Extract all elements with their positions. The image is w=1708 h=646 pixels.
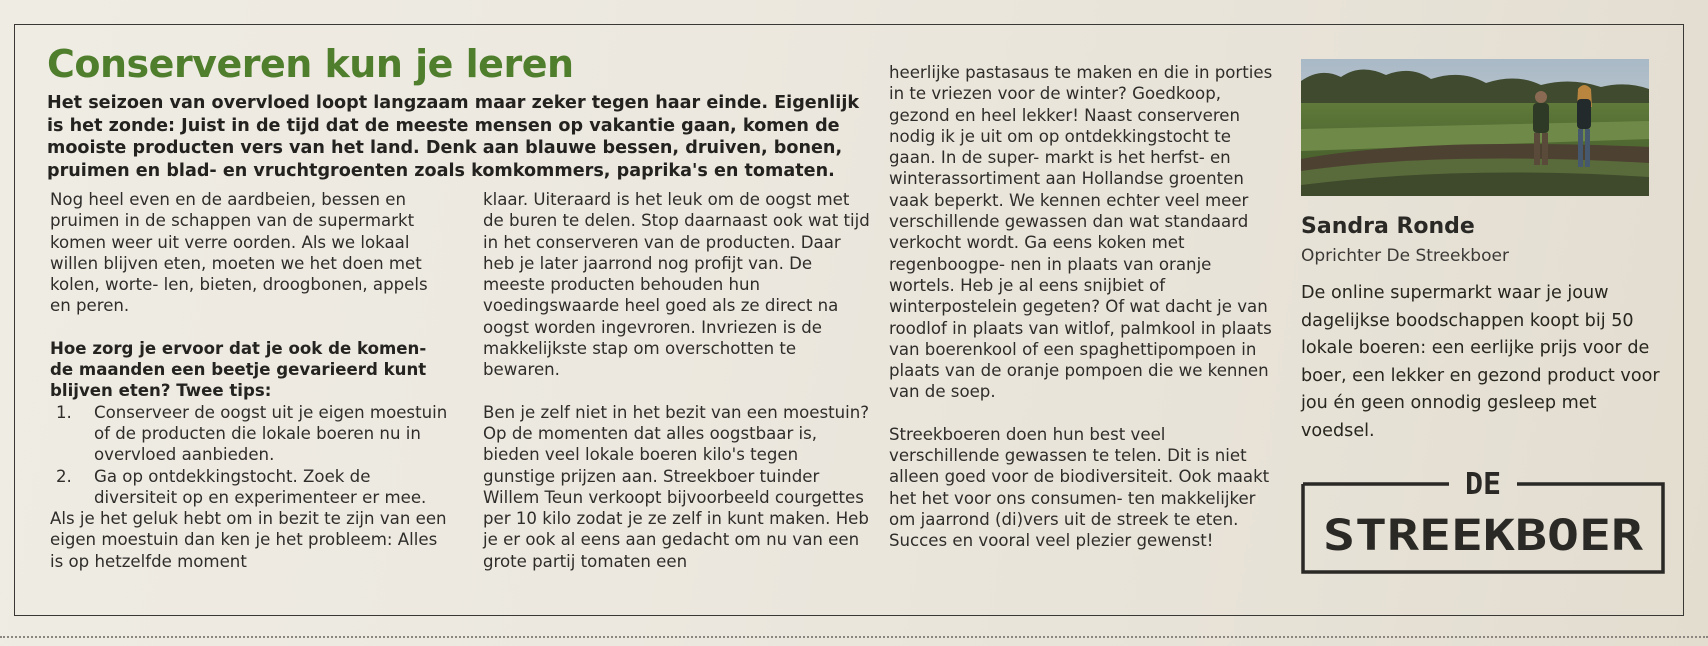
author-role: Oprichter De Streekboer: [1301, 246, 1509, 266]
column-1: [50, 189, 450, 572]
col3-paragraph-2: Streekboeren doen hun best veel verschillende gewassen te telen. Dit is niet alleen goed voor de biodiversiteit. Ook maakt het het voor ons consumen- ten makkelijker om jaarrond (di)vers uit de streek te eten. Succes en vooral veel plezier gewenst!: [889, 424, 1270, 551]
col1-paragraph-2: Als je het geluk hebt om in bezit te zijn van een eigen moestuin dan ken je het probleem: Alles is op hetzelfde moment: [50, 509, 447, 571]
article-title: Conserveren kun je leren: [47, 42, 574, 86]
column-2: [483, 189, 873, 572]
article-intro: Het seizoen van overvloed loopt langzaam maar zeker tegen haar einde. Eigenlijk is het zonde: Juist in de tijd dat de meeste mensen op vakantie gaan, komen de mooiste producten vers van het land. Denk aan blauwe bessen, druiven, bonen, pruimen en blad- en vruchtgroenten zoals komkommers, paprika's en tomaten.: [47, 93, 860, 181]
col2-paragraph-2: Ben je zelf niet in het bezit van een moestuin? Op de momenten dat alles oogstbaar is, bieden veel lokale boeren kilo's tegen gunstige prijzen aan. Streekboer tuinder Willem Teun verkoopt bijvoorbeeld courgettes per 10 kilo zodat je ze zelf in kunt maken. Heb je er ook al eens aan gedacht om nu van een grote partij tomaten een: [483, 402, 870, 571]
tip-item: [50, 466, 450, 509]
cut-line: [0, 636, 1708, 638]
author-name: Sandra Ronde: [1301, 214, 1475, 239]
tip-text: Conserveer de oogst uit je eigen moestuin of de producten die lokale boeren nu in overvloed aanbieden.: [94, 402, 448, 465]
tip-text: Ga op ontdekkingstocht. Zoek de diversiteit op en experimenteer er mee.: [94, 466, 427, 507]
tip-item: [50, 402, 450, 466]
tip-number: 2.: [56, 466, 72, 486]
subheading: Hoe zorg je ervoor dat je ook de komen- de maanden een beetje gevarieerd kunt blijven eten? Twee tips:: [50, 338, 427, 401]
col1-paragraph-1: Nog heel even en de aardbeien, bessen en pruimen in de schappen van de supermarkt komen weer uit verre oorden. Als we lokaal willen blijven eten, moeten we het doen met kolen, worte- len, bieten, droogbonen, appels en peren.: [50, 190, 428, 316]
tip-number: 1.: [56, 402, 72, 422]
col2-paragraph-1: klaar. Uiteraard is het leuk om de oogst met de buren te delen. Stop daarnaast ook wat tijd in het conserveren van de producten. Daar heb je later jaarrond nog profijt van. De meeste producten behouden hun voedingswaarde heel goed als ze direct na oogst worden ingevroren. Invriezen is de makkelijkste stap om overschotten te bewaren.: [483, 190, 870, 380]
author-bio: De online supermarkt waar je jouw dagelijkse boodschappen koopt bij 50 lokale boeren: een eerlijke prijs voor de boer, een lekker en gezond product voor jou én geen onnodig gesleep met voedsel.: [1301, 283, 1660, 441]
col3-paragraph-1: heerlijke pastasaus te maken en die in porties in te vriezen voor de winter? Goedkoop, gezond en heel lekker! Naast conserveren nodig ik je uit om op ontdekkingstocht te gaan. In de super- markt is het herfst- en winterassortiment aan Hollandse groenten vaak beperkt. We kennen echter veel meer verschillende gewassen dan wat standaard verkocht wordt. Ga eens koken met regenboogpe- nen in plaats van oranje wortels. Heb je al eens snijbiet of winterpostelein gegeten? Of wat dacht je van roodlof in plaats van witlof, palmkool in plaats van boerenkool of een spaghettipompoen in plaats van de oranje pompoen die we kennen van de soep.: [889, 63, 1273, 402]
logo-top-text: DE: [1464, 468, 1502, 502]
logo-main-text: STREEKBOER: [1323, 511, 1644, 561]
column-3: [889, 62, 1279, 552]
author-photo: [1301, 59, 1649, 196]
de-streekboer-logo: [1301, 468, 1665, 574]
